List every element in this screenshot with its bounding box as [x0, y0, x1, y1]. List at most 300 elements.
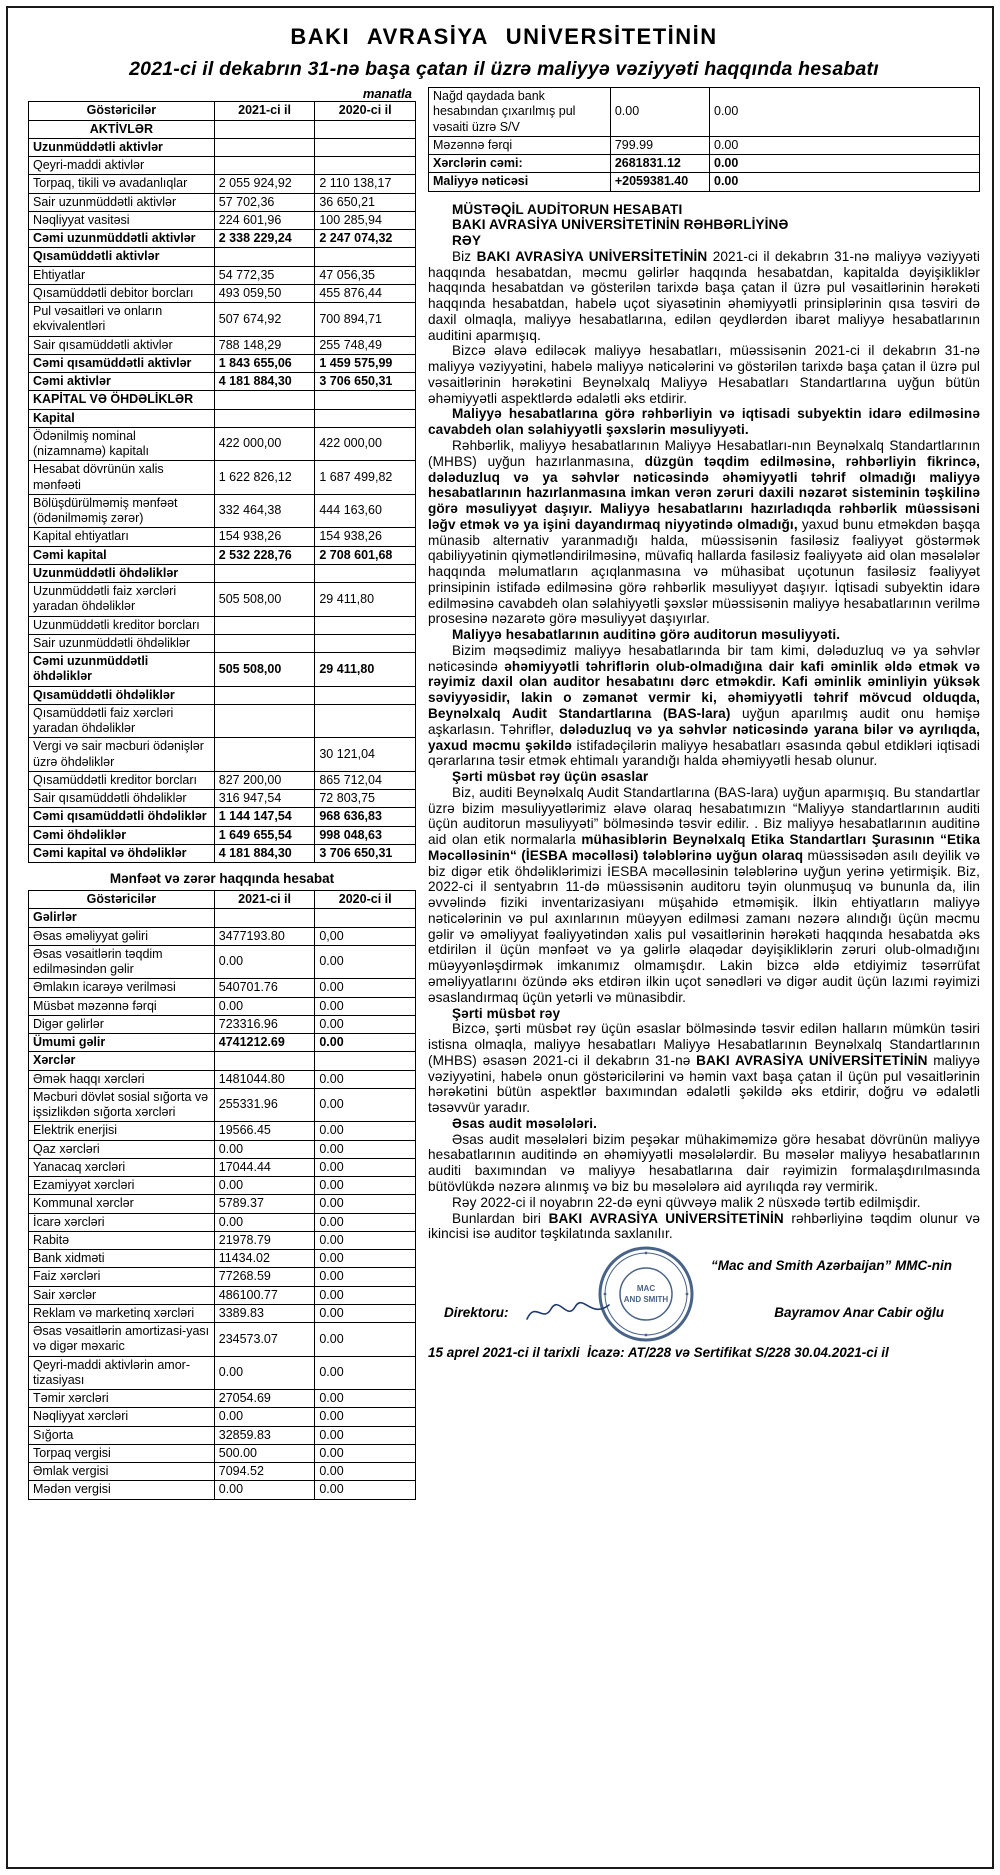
- audit-paragraph: [428, 785, 980, 1006]
- text-run: dələduzluq və ya səhvlər nəticəsində yarana bilər və ayrılıqda, yaxud məcmu şəkildə: [428, 721, 980, 753]
- row-value: [315, 564, 416, 582]
- table-row: [29, 1444, 416, 1462]
- row-value: 4 181 884,30: [214, 373, 315, 391]
- table-row: [29, 704, 416, 738]
- table-row: [29, 354, 416, 372]
- row-value: 0.00: [710, 155, 980, 173]
- row-label: Sair qısamüddətli öhdəliklər: [29, 790, 215, 808]
- row-label: Məcburi dövlət sosial sığorta və işsizlikdən sığorta xərcləri: [29, 1088, 215, 1122]
- row-value: 505 508,00: [214, 653, 315, 687]
- row-value: 0.00: [315, 1140, 416, 1158]
- row-label: Kapital ehtiyatları: [29, 528, 215, 546]
- row-value: 0.00: [315, 1231, 416, 1249]
- row-value: 255 748,49: [315, 336, 416, 354]
- row-label: Xərclər: [29, 1052, 215, 1070]
- report-subtitle: 2021-ci il dekabrın 31-nə başa çatan il üzrə maliyyə vəziyyəti haqqında hesabatı: [129, 58, 879, 80]
- report-header: [28, 24, 980, 81]
- row-value: 30 121,04: [315, 738, 416, 772]
- row-label: Qısamüddətli debitor borcları: [29, 284, 215, 302]
- audit-paragraph: [428, 1211, 980, 1243]
- table-row: [29, 1034, 416, 1052]
- row-value: 1481044.80: [214, 1070, 315, 1088]
- row-label: Qısamüddətli faiz xərcləri yaradan öhdəliklər: [29, 704, 215, 738]
- audit-heading: Şərti müsbət rəy: [452, 1005, 561, 1021]
- row-value: 0.00: [315, 1463, 416, 1481]
- row-value: 0.00: [214, 997, 315, 1015]
- row-label: Qaz xərcləri: [29, 1140, 215, 1158]
- table-row: [29, 1426, 416, 1444]
- row-label: Faiz xərcləri: [29, 1268, 215, 1286]
- row-value: 1 687 499,82: [315, 461, 416, 495]
- row-value: [214, 564, 315, 582]
- text-run: uyğun aparılmış audit onu həmişə aşkarlasın. Təhriflər,: [428, 706, 980, 737]
- profit-table-body: [29, 909, 416, 1499]
- table-row: [29, 546, 416, 564]
- content-columns: [28, 87, 980, 1500]
- row-label: Elektrik enerjisi: [29, 1122, 215, 1140]
- text-run: müəssisədən asılı deyilik və biz digər etik öhdəliklərimizi İESBA məcəlləsinin tələblərinə uyğun yerinə yetirmişik. Biz, 2022-ci il sentyabrın 11-də müəssisənin auditoru təyin olunmuşuq və bununla da, ilin əvvəlində fiziki inventarizasiyanı müşahidə etməmişik. İlkin ehtiyatların maliyyə nəticələrinin və pul axınlarının müəyyən edilməsi zamanı nəzərə alındığı üçün məcmu gəlir və əməliyyat fəaliyyətindən xalis pul vəsaitlərinin hərəkəti haqqında hesabatda əks etdirilən il üçün mənfəət və ya gəlirlə əlaqədar dəyişikliklərin zəruri olub-olmadığını müəyyənləşdirmək imkanımız olmamışdır. Lakin bizcə əldə etdiyimiz təsərrüfat əməliyyatlarını özündə əks etdirən ilkin uçot sənədləri və digər audit üçün lazımi rəyimizi əsaslandırmaq üçün yetərli və münasibdir.: [428, 847, 981, 1005]
- audit-heading: BAKI AVRASİYA UNİVERSİTETİNİN RƏHBƏRLİYİNƏ: [452, 217, 789, 233]
- row-label: Cəmi kapital: [29, 546, 215, 564]
- row-label: Uzunmüddətli faiz xərcləri yaradan öhdəliklər: [29, 583, 215, 617]
- row-value: [214, 704, 315, 738]
- audit-paragraph: [428, 643, 980, 769]
- text-run: mühasiblərin Beynəlxalq Etika Standartları Şurasının “Etika Məcəlləsinin“ (İESBA məcəlləsi) tələblərinə uyğun olaraq: [428, 832, 980, 863]
- row-value: 540701.76: [214, 979, 315, 997]
- row-value: [214, 616, 315, 634]
- row-value: 0.00: [214, 1481, 315, 1499]
- row-label: Sair qısamüddətli aktivlər: [29, 336, 215, 354]
- table-row: [29, 461, 416, 495]
- row-value: 2 708 601,68: [315, 546, 416, 564]
- row-value: 486100.77: [214, 1286, 315, 1304]
- unit-label: manatla: [362, 86, 412, 101]
- audit-company-name: “Mac and Smith Azərbaijan” MMC-nin: [710, 1258, 952, 1274]
- director-name: Bayramov Anar Cabir oğlu: [774, 1304, 944, 1320]
- row-value: [315, 1052, 416, 1070]
- row-value: [214, 138, 315, 156]
- row-value: +2059381.40: [610, 173, 709, 191]
- row-label: Sair uzunmüddətli öhdəliklər: [29, 634, 215, 652]
- row-label: Cəmi uzunmüddətli öhdəliklər: [29, 653, 215, 687]
- row-value: 4 181 884,30: [214, 844, 315, 862]
- row-label: Xərclərin cəmi:: [429, 155, 611, 173]
- table-row: [29, 230, 416, 248]
- row-value: [214, 1052, 315, 1070]
- audit-paragraphs: [428, 202, 980, 1243]
- row-value: 505 508,00: [214, 583, 315, 617]
- text-run: Biz, auditi Beynəlxalq Audit Standartlarına (BAS-lara) uyğun aparmışıq. Bu standartlar üzrə bizim məsuliyyətlərimiz əlavə olaraq hesabatımızın “Maliyyə standartlarının auditi üçün auditorun məsuliyyəti” bölməsində təsvir edilir. . Biz maliyyə hesabatlarının auditinə aid olan etik normalarla: [428, 784, 980, 848]
- row-label: Ümumi gəlir: [29, 1034, 215, 1052]
- row-value: 0.00: [214, 1177, 315, 1195]
- row-value: 5789.37: [214, 1195, 315, 1213]
- row-value: 0.00: [315, 1088, 416, 1122]
- row-value: 7094.52: [214, 1463, 315, 1481]
- row-label: Əmlak vergisi: [29, 1463, 215, 1481]
- row-value: [214, 157, 315, 175]
- table-row: [29, 1088, 416, 1122]
- table-row: [29, 979, 416, 997]
- row-value: [315, 634, 416, 652]
- text-run: maliyyə vəziyyətini, habelə onun göstəricilərini və həmin vaxt başa çatan il üçün pul vəsaitlərinin hərəkətini bütün aspektlər baxımından ədalətli şəkildə əks etdirir, doğru və ədalətli təsəvvür yaradır.: [428, 1052, 980, 1116]
- row-value: 0.00: [315, 945, 416, 979]
- row-label: Bölüşdürülməmiş mənfəət (ödənilməmiş zərər): [29, 494, 215, 528]
- row-value: 700 894,71: [315, 303, 416, 337]
- row-value: 788 148,29: [214, 336, 315, 354]
- row-value: 0.00: [315, 1481, 416, 1499]
- table-row: [429, 155, 980, 173]
- row-value: 3389.83: [214, 1304, 315, 1322]
- table-row: [29, 1231, 416, 1249]
- table-row: [429, 136, 980, 154]
- row-label: İcarə xərcləri: [29, 1213, 215, 1231]
- row-label: Müsbət məzənnə fərqi: [29, 997, 215, 1015]
- row-value: [315, 909, 416, 927]
- profit-and-loss-table: [28, 890, 416, 1500]
- audit-heading: Əsas audit məsələləri.: [452, 1115, 598, 1131]
- audit-paragraph: [428, 1132, 980, 1195]
- cash-summary-table-body: [429, 88, 980, 192]
- row-value: 0.00: [315, 997, 416, 1015]
- row-value: 0.00: [315, 1286, 416, 1304]
- table-row: [29, 120, 416, 138]
- table-row: [29, 427, 416, 461]
- table-row: [29, 1481, 416, 1499]
- audit-paragraph: [428, 627, 980, 643]
- row-value: 1 144 147,54: [214, 808, 315, 826]
- license-line: 15 aprel 2021-ci il tarixli İcazə: AT/228 və Sertifikat S/228 30.04.2021-ci il: [428, 1345, 889, 1361]
- report-title: BAKI AVRASİYA UNİVERSİTETİNİN: [290, 24, 718, 49]
- table-row: [29, 583, 416, 617]
- cash-summary-table: [428, 87, 980, 192]
- row-label: Cəmi aktivlər: [29, 373, 215, 391]
- row-value: 827 200,00: [214, 771, 315, 789]
- row-value: 0.00: [315, 1158, 416, 1176]
- row-label: Kapital: [29, 409, 215, 427]
- row-value: 0.00: [315, 1356, 416, 1390]
- row-value: 4741212.69: [214, 1034, 315, 1052]
- row-value: 493 059,50: [214, 284, 315, 302]
- column-header-indicators: Göstəricilər: [29, 891, 215, 909]
- row-label: Cəmi kapital və öhdəliklər: [29, 844, 215, 862]
- row-label: Gəlirlər: [29, 909, 215, 927]
- row-value: 2681831.12: [610, 155, 709, 173]
- table-row: [29, 686, 416, 704]
- text-run: Əsas audit məsələləri bizim peşəkar mühakiməmizə görə hesabat dövrünün maliyyə hesabatlarının auditində ən əhəmiyyətli məsələlərdir. Bu məsələr maliyyə hesabatlarının auditi baxımından və maliyyə hesabatlarına dair rəyimizin formalaşdırılmasında bütövlükdə nəzərə alınmış və biz bu məsələlərə aid ayrılıqda rəy vermirik.: [428, 1131, 980, 1194]
- row-value: 1 843 655,06: [214, 354, 315, 372]
- table-row: [29, 826, 416, 844]
- row-value: 3 706 650,31: [315, 844, 416, 862]
- row-label: Cəmi qısamüddətli aktivlər: [29, 354, 215, 372]
- row-label: Məzənnə fərqi: [429, 136, 611, 154]
- page: [6, 6, 994, 1869]
- row-label: Əsas vəsaitlərin təqdim edilməsindən gəlir: [29, 945, 215, 979]
- row-value: 77268.59: [214, 1268, 315, 1286]
- row-value: 2 338 229,24: [214, 230, 315, 248]
- row-value: 255331.96: [214, 1088, 315, 1122]
- table-row: [29, 1408, 416, 1426]
- row-value: 1 459 575,99: [315, 354, 416, 372]
- row-value: 0.00: [315, 1122, 416, 1140]
- row-value: 72 803,75: [315, 790, 416, 808]
- text-run: Rəhbərlik, maliyyə hesabatlarının Maliyyə Hesabatları-nın Beynəlxalq Standartlarının (MHBS) uyğun hazırlanmasına,: [428, 437, 980, 469]
- table-row: [29, 945, 416, 979]
- row-value: 0.00: [315, 1213, 416, 1231]
- table-row: [29, 1323, 416, 1357]
- column-header-2020: 2020-ci il: [315, 102, 416, 120]
- table-row: [29, 790, 416, 808]
- text-run: Maliyyə hesabatlarının auditinə görə auditorun məsuliyyəti.: [452, 627, 841, 643]
- table-row: [29, 909, 416, 927]
- row-value: 17044.44: [214, 1158, 315, 1176]
- row-value: 865 712,04: [315, 771, 416, 789]
- text-run: BAKI AVRASİYA UNİVERSİTETİNİN: [476, 248, 708, 264]
- row-value: 723316.96: [214, 1015, 315, 1033]
- row-value: 29 411,80: [315, 583, 416, 617]
- company-stamp-icon: [596, 1244, 696, 1344]
- balance-table-body: [29, 120, 416, 863]
- row-label: Sığorta: [29, 1426, 215, 1444]
- table-row: [29, 771, 416, 789]
- row-value: 0.00: [315, 1408, 416, 1426]
- row-value: [214, 248, 315, 266]
- row-value: 0.00: [214, 1213, 315, 1231]
- table-row: [29, 373, 416, 391]
- table-row: [29, 1356, 416, 1390]
- signature-block: [428, 1258, 980, 1378]
- table-row: [29, 303, 416, 337]
- text-run: Rəy 2022-ci il noyabrın 22-də eyni qüvvəyə malik 2 nüsxədə tərtib edilmişdir.: [452, 1194, 921, 1210]
- row-label: AKTİVLƏR: [29, 120, 215, 138]
- row-label: Uzunmüddətli öhdəliklər: [29, 564, 215, 582]
- row-value: 455 876,44: [315, 284, 416, 302]
- row-value: 0.00: [315, 1034, 416, 1052]
- row-value: 224 601,96: [214, 211, 315, 229]
- text-run: əhəmiyyətli təhriflərin olub-olmadığına dair kafi əminlik əldə etmək və rəyimiz daxil olan auditor hesabatını dərc etməkdir. Kafi əminlik əminliyin yüksək səviyyəsidir, lakin o zəmanət vermir ki, əhəmiyyətli təhrif mövcud olduqda, Beynəlxalq Audit Standartlarına (BAS-lara): [428, 658, 980, 721]
- row-value: [315, 704, 416, 738]
- row-label: Qısamüddətli kreditor borcları: [29, 771, 215, 789]
- row-value: 0.00: [214, 945, 315, 979]
- row-value: [214, 738, 315, 772]
- row-value: 3 706 650,31: [315, 373, 416, 391]
- text-run: BAKI AVRASİYA UNİVERSİTETİNİN: [548, 1210, 784, 1226]
- table-row: [29, 175, 416, 193]
- table-row: [29, 157, 416, 175]
- row-label: Qeyri-maddi aktivlər: [29, 157, 215, 175]
- row-value: 47 056,35: [315, 266, 416, 284]
- row-label: KAPİTAL VƏ ÖHDƏLİKLƏR: [29, 391, 215, 409]
- row-label: Torpaq, tikili və avadanlıqlar: [29, 175, 215, 193]
- row-value: 154 938,26: [214, 528, 315, 546]
- row-value: 32859.83: [214, 1426, 315, 1444]
- text-run: Maliyyə hesabatlarına görə rəhbərliyin və iqtisadi subyektin idarə edilməsinə cavabdeh olan səlahiyyətli şəxslərin məsuliyyəti.: [428, 406, 980, 438]
- row-label: Uzunmüddətli kreditor borcları: [29, 616, 215, 634]
- row-value: 21978.79: [214, 1231, 315, 1249]
- row-label: Yanacaq xərcləri: [29, 1158, 215, 1176]
- row-value: 0.00: [315, 1268, 416, 1286]
- table-row: [29, 616, 416, 634]
- row-value: 968 636,83: [315, 808, 416, 826]
- row-value: 19566.45: [214, 1122, 315, 1140]
- row-value: 332 464,38: [214, 494, 315, 528]
- table-row: [29, 1390, 416, 1408]
- row-value: 0.00: [315, 1015, 416, 1033]
- row-value: 422 000,00: [214, 427, 315, 461]
- table-row: [29, 1213, 416, 1231]
- column-header-2021: 2021-ci il: [214, 102, 315, 120]
- row-label: Cəmi öhdəliklər: [29, 826, 215, 844]
- table-header-row: [29, 102, 416, 120]
- table-row: [29, 1158, 416, 1176]
- row-value: [315, 120, 416, 138]
- row-label: Vergi və sair məcburi ödənişlər üzrə öhdəliklər: [29, 738, 215, 772]
- row-value: 11434.02: [214, 1250, 315, 1268]
- table-row: [29, 266, 416, 284]
- column-header-2020: 2020-ci il: [315, 891, 416, 909]
- table-row: [29, 1268, 416, 1286]
- director-label: Direktoru:: [444, 1304, 509, 1320]
- row-value: 0.00: [214, 1408, 315, 1426]
- row-value: 234573.07: [214, 1323, 315, 1357]
- audit-heading: MÜSTƏQİL AUDİTORUN HESABATI: [452, 201, 683, 217]
- table-row: [29, 1250, 416, 1268]
- table-row: [429, 88, 980, 137]
- table-row: [29, 1177, 416, 1195]
- row-value: [214, 634, 315, 652]
- row-value: 154 938,26: [315, 528, 416, 546]
- row-label: Digər gəlirlər: [29, 1015, 215, 1033]
- row-value: 0.00: [315, 1444, 416, 1462]
- text-run: Biz: [452, 248, 477, 264]
- row-value: 27054.69: [214, 1390, 315, 1408]
- stamp-text-top: MAC: [636, 1284, 656, 1294]
- row-value: 3477193.80: [214, 927, 315, 945]
- row-value: 2 247 074,32: [315, 230, 416, 248]
- row-value: [214, 120, 315, 138]
- row-label: Sair xərclər: [29, 1286, 215, 1304]
- row-value: 0.00: [214, 1140, 315, 1158]
- row-value: 54 772,35: [214, 266, 315, 284]
- signature-line: [428, 1299, 980, 1325]
- text-run: yaxud bunu etməkdən başqa münasib alternativ yaranmadığı halda, müəssisənin fasiləsiz fəaliyyət göstərmək qabiliyyətinin qiymətləndirilməsinə, müvafiq hallarda fasiləsiz fəaliyyətə aid olan məsələlər haqqında məlumatların açıqlanmasına və mühasibat uçotunun fasiləsiz fəaliyyət prinsipinin istifadə edilməsinə görə rəhbərlik məsuliyyət daşıyır. İqtisadi subyektin idarə edilməsinə cavabdeh olan səlahiyyətli şəxslər müəssisənin maliyyə hesabatlarının verilmə prosesinə nəzarətə görə məsuliyyət daşıyırlar.: [428, 516, 980, 627]
- row-value: [315, 248, 416, 266]
- row-value: 36 650,21: [315, 193, 416, 211]
- table-row: [29, 1052, 416, 1070]
- text-run: 2021-ci il dekabrın 31-nə maliyyə vəziyyəti haqqında hesabatdan, məcmu gəlirlər haqqında hesabatdan, kapitalda dəyişikliklər haqqında hesabatdan və gösterilən tarixdə başa çatan il üzrə pul vəsaitlərinin hərəkəti haqqında hesabatdan, habelə uçot siyasətinin əhəmiyyətli prinsiplərinin qısa təsviri də daxil olmaqla, maliyyə hesabatlarına, edilən qeydlərdən ibarət maliyyə hesabatlarının auditini aparmışıq.: [428, 248, 980, 343]
- text-run: Bunlardan biri: [452, 1210, 549, 1226]
- table-row: [29, 494, 416, 528]
- table-row: [29, 336, 416, 354]
- text-run: rəhbərliyinə təqdim olunur və ikincisi isə auditor təşkilatında saxlanılır.: [428, 1210, 980, 1242]
- row-label: Ehtiyatlar: [29, 266, 215, 284]
- row-label: Ezamiyyət xərcləri: [29, 1177, 215, 1195]
- table-row: [29, 1070, 416, 1088]
- table-row: [29, 1122, 416, 1140]
- text-run: BAKI AVRASİYA UNİVERSİTETİNİN: [696, 1052, 928, 1068]
- row-value: 444 163,60: [315, 494, 416, 528]
- row-label: Təmir xərcləri: [29, 1390, 215, 1408]
- table-row: [29, 409, 416, 427]
- stamp-text-bottom: AND SMITH: [623, 1295, 669, 1305]
- row-value: 57 702,36: [214, 193, 315, 211]
- table-row: [29, 193, 416, 211]
- row-label: Nəqliyyat xərcləri: [29, 1408, 215, 1426]
- row-label: Maliyyə nəticəsi: [429, 173, 611, 191]
- row-value: 0.00: [710, 136, 980, 154]
- row-label: Əsas əməliyyat gəliri: [29, 927, 215, 945]
- text-run: istifadəçilərin maliyyə hesabatları əsasında qəbul etdikləri iqtisadi qərarlarına təsir etmək ehtimalı yarandığı halda əhəmiyyətli hesab olunur.: [428, 737, 980, 769]
- table-row: [29, 1304, 416, 1322]
- row-value: 0.00: [214, 1356, 315, 1390]
- table-row: [29, 844, 416, 862]
- audit-paragraph: [428, 438, 980, 627]
- row-label: Ödənilmiş nominal (nizamnamə) kapitalı: [29, 427, 215, 461]
- row-value: 0.00: [315, 1250, 416, 1268]
- audit-paragraph: [428, 343, 980, 406]
- row-value: [315, 391, 416, 409]
- audit-heading: Şərti müsbət rəy üçün əsaslar: [452, 769, 649, 785]
- row-value: 100 285,94: [315, 211, 416, 229]
- row-label: Bank xidməti: [29, 1250, 215, 1268]
- row-value: 2 110 138,17: [315, 175, 416, 193]
- row-value: 0.00: [315, 1323, 416, 1357]
- row-value: 316 947,54: [214, 790, 315, 808]
- audit-paragraph: [428, 1195, 980, 1211]
- row-label: Nağd qaydada bank hesabından çıxarılmış pul vəsaiti üzrə S/V: [429, 88, 611, 137]
- row-value: 2 055 924,92: [214, 175, 315, 193]
- table-row: [29, 564, 416, 582]
- row-value: [315, 138, 416, 156]
- table-row: [29, 391, 416, 409]
- table-header-row: [29, 891, 416, 909]
- row-value: 2 532 228,76: [214, 546, 315, 564]
- row-value: 500.00: [214, 1444, 315, 1462]
- audit-paragraph: [428, 249, 980, 344]
- row-label: Torpaq vergisi: [29, 1444, 215, 1462]
- row-label: Kommunal xərclər: [29, 1195, 215, 1213]
- row-label: Əsas vəsaitlərin amortizasi-yası və digər məxaric: [29, 1323, 215, 1357]
- table-row: [29, 1015, 416, 1033]
- text-run: Bizim məqsədimiz maliyyə hesabatlarında bir tam kimi, dələduzluq və ya səhvlər nəticəsində: [428, 642, 980, 674]
- table-row: [29, 634, 416, 652]
- table-row: [29, 927, 416, 945]
- row-label: Əmək haqqı xərcləri: [29, 1070, 215, 1088]
- row-value: 29 411,80: [315, 653, 416, 687]
- left-column: [28, 87, 416, 1500]
- row-label: Qısamüddətli öhdəliklər: [29, 686, 215, 704]
- text-run: Bizcə, şərti müsbət rəy üçün əsaslar bölməsində təsvir edilən halların mümkün təsiri istisna olmaqla, maliyyə hesabatları Maliyyə Hesabatlarının Beynəlxalq Standartlarının (MHBS) əsasən 2021-ci il dekabrın 31-nə: [428, 1021, 980, 1068]
- balance-sheet-table: [28, 101, 416, 863]
- row-label: Reklam və marketinq xərcləri: [29, 1304, 215, 1322]
- row-value: 0.00: [315, 1390, 416, 1408]
- signature-icon: [523, 1299, 613, 1325]
- table-row: [29, 1286, 416, 1304]
- row-label: Sair uzunmüddətli aktivlər: [29, 193, 215, 211]
- row-value: 1 649 655,54: [214, 826, 315, 844]
- row-label: Hesabat dövrünün xalis mənfəəti: [29, 461, 215, 495]
- row-value: 0,00: [315, 927, 416, 945]
- table-row: [29, 528, 416, 546]
- row-value: 0.00: [315, 979, 416, 997]
- row-value: 0.00: [315, 1177, 416, 1195]
- row-value: [214, 409, 315, 427]
- row-value: 1 622 826,12: [214, 461, 315, 495]
- profit-and-loss-title: Mənfəət və zərər haqqında hesabat: [109, 871, 335, 887]
- row-value: 507 674,92: [214, 303, 315, 337]
- row-value: 0.00: [315, 1195, 416, 1213]
- text-run: Bizcə əlavə ediləcək maliyyə hesabatları, müəssisənin 2021-ci il dekabrın 31-nə maliyyə vəziyyətini, habelə maliyyə nəticələrini və göstərilən tarixdə başa çatan il üzrə pul vəsaitlərinin hərəkətini Beynəlxalq Maliyyə Hesabatları Standartlarına uyğun bütün əhəmiyyətli aspektlərdə ədalətli əks etdirir.: [428, 343, 980, 406]
- row-value: 0.00: [315, 1426, 416, 1444]
